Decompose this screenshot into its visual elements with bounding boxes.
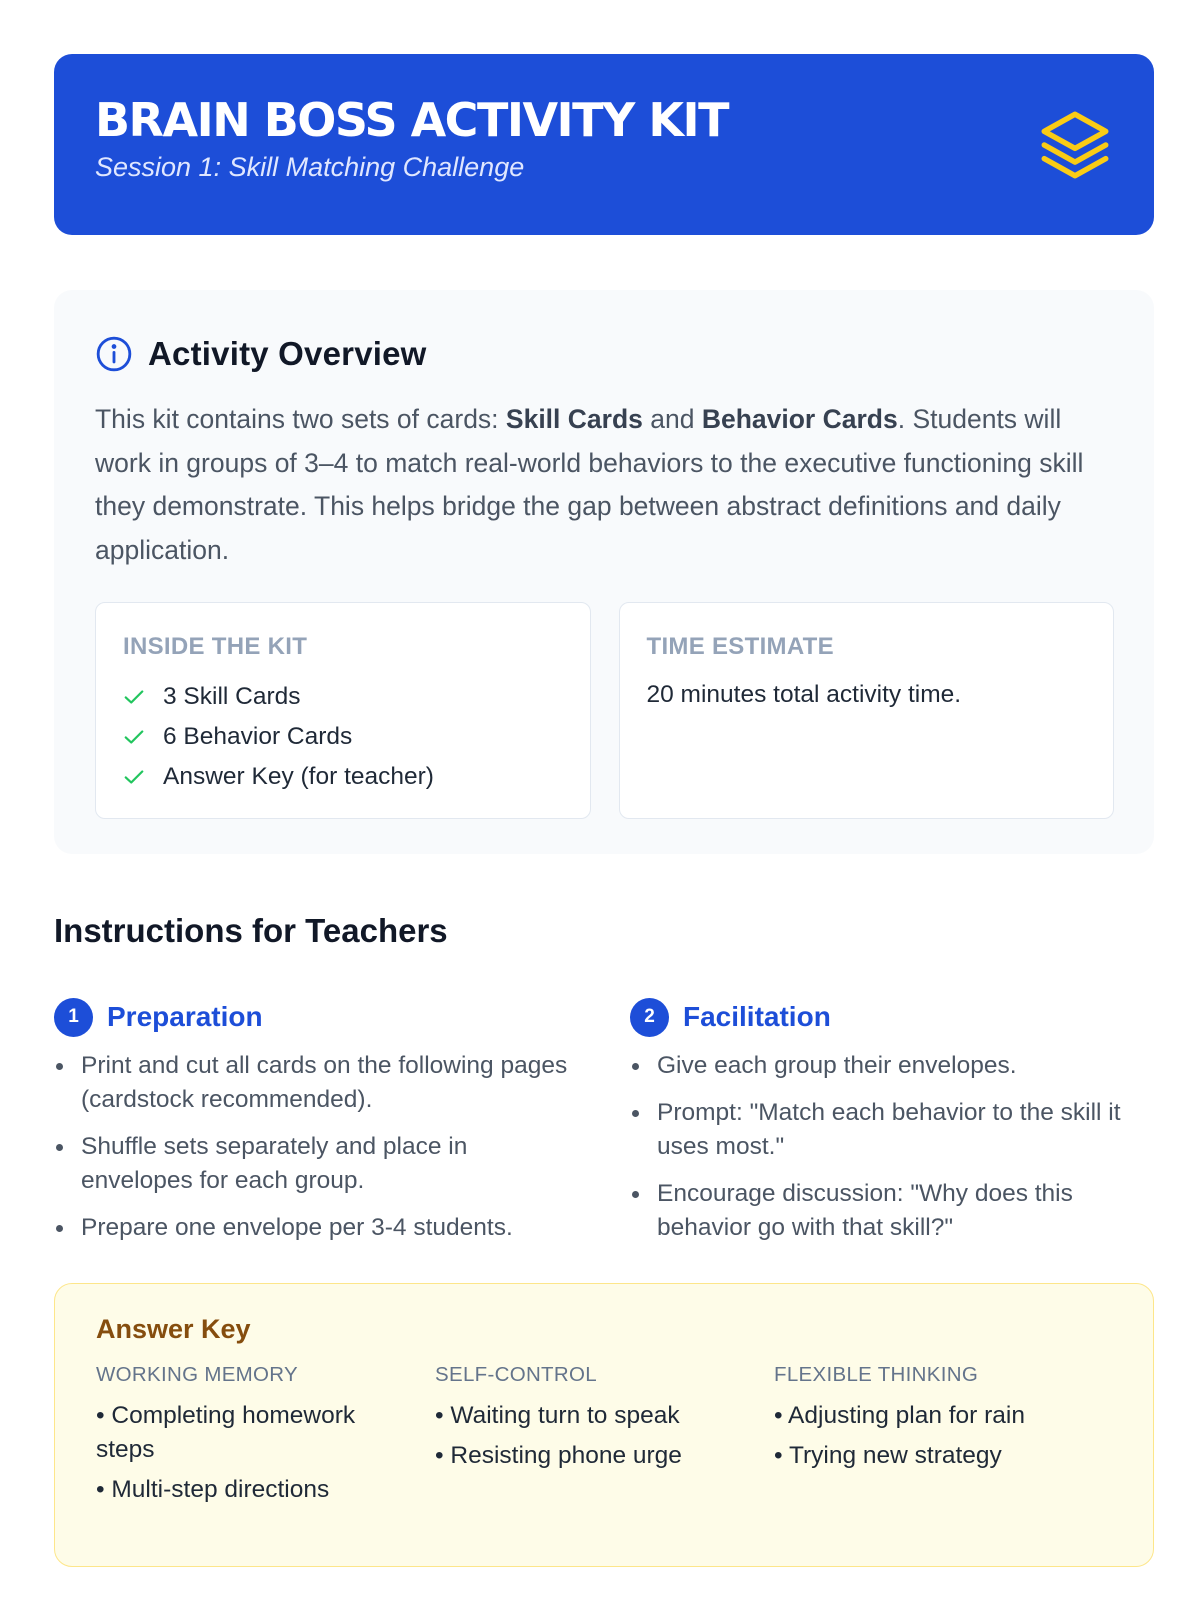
time-estimate-label: TIME ESTIMATE bbox=[646, 633, 834, 660]
answer-column-self-control bbox=[435, 1363, 774, 1513]
instructions-title: Instructions for Teachers bbox=[54, 912, 448, 949]
check-icon bbox=[123, 766, 145, 788]
overview-description: This kit contains two sets of cards: Skill Cards and Behavior Cards. Students will work in groups of 3–4 to match real-world behaviors to the executive functioning skill they demonstrate. This helps bridge the gap between abstract definitions and daily application. bbox=[95, 404, 1084, 565]
kit-list bbox=[123, 677, 564, 797]
list-item: Print and cut all cards on the following pages (cardstock recommended). bbox=[54, 1049, 584, 1117]
answer-column-label: SELF-CONTROL bbox=[435, 1363, 597, 1386]
facilitation-title: Facilitation bbox=[683, 1001, 831, 1032]
kit-item: 3 Skill Cards bbox=[123, 677, 564, 717]
answer-item: • Trying new strategy bbox=[774, 1442, 1002, 1469]
preparation-section bbox=[54, 997, 584, 1258]
kit-item: 6 Behavior Cards bbox=[123, 717, 564, 757]
answer-column-label: WORKING MEMORY bbox=[96, 1363, 298, 1386]
preparation-title: Preparation bbox=[107, 1001, 263, 1032]
behavior-cards-term: Behavior Cards bbox=[701, 404, 898, 434]
kit-item: Answer Key (for teacher) bbox=[123, 757, 564, 797]
overview-heading bbox=[95, 334, 1114, 374]
preparation-list bbox=[54, 1049, 584, 1245]
activity-overview-card bbox=[54, 290, 1154, 854]
list-item: Give each group their envelopes. bbox=[630, 1049, 1160, 1083]
list-item: Prompt: "Match each behavior to the skill it uses most." bbox=[630, 1096, 1160, 1164]
header-banner bbox=[54, 54, 1154, 235]
layers-icon bbox=[1034, 104, 1116, 186]
answer-key-card bbox=[54, 1283, 1154, 1567]
answer-item: • Adjusting plan for rain bbox=[774, 1402, 1026, 1429]
facilitation-list bbox=[630, 1049, 1160, 1245]
skill-cards-term: Skill Cards bbox=[505, 404, 643, 434]
step-number-badge: 2 bbox=[630, 998, 669, 1037]
list-item: Prepare one envelope per 3-4 students. bbox=[54, 1211, 584, 1245]
answer-item: • Completing homework steps bbox=[96, 1402, 356, 1463]
overview-title: Activity Overview bbox=[148, 335, 427, 372]
check-icon bbox=[123, 686, 145, 708]
info-icon bbox=[95, 335, 133, 373]
time-estimate-box bbox=[619, 602, 1115, 819]
answer-column-flexible-thinking bbox=[774, 1363, 1113, 1513]
check-icon bbox=[123, 726, 145, 748]
answer-item: • Multi-step directions bbox=[96, 1476, 330, 1503]
answer-key-title: Answer Key bbox=[96, 1314, 251, 1344]
inside-kit-label: INSIDE THE KIT bbox=[123, 633, 308, 660]
list-item: Shuffle sets separately and place in envelopes for each group. bbox=[54, 1130, 584, 1198]
answer-column-label: FLEXIBLE THINKING bbox=[774, 1363, 979, 1386]
answer-item: • Resisting phone urge bbox=[435, 1442, 682, 1469]
inside-kit-box bbox=[95, 602, 591, 819]
facilitation-section bbox=[630, 997, 1160, 1258]
list-item: Encourage discussion: "Why does this behavior go with that skill?" bbox=[630, 1177, 1160, 1245]
answer-column-working-memory bbox=[96, 1363, 435, 1513]
page-title: BRAIN BOSS ACTIVITY KIT bbox=[95, 93, 728, 147]
page-subtitle: Session 1: Skill Matching Challenge bbox=[95, 152, 525, 182]
time-estimate-text: 20 minutes total activity time. bbox=[646, 681, 962, 708]
answer-item: • Waiting turn to speak bbox=[435, 1402, 680, 1429]
step-number-badge: 1 bbox=[54, 998, 93, 1037]
